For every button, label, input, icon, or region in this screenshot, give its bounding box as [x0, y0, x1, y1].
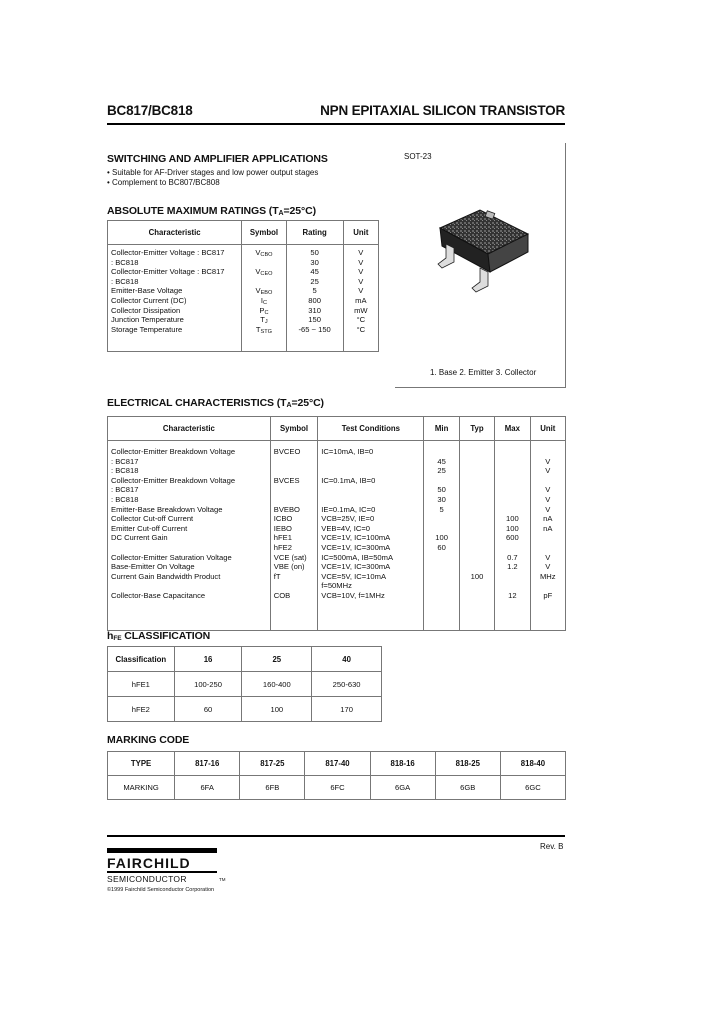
rating-line: 45: [310, 267, 319, 277]
table-row: [108, 672, 382, 697]
abs-max-symbols: [242, 245, 286, 352]
col-header-characteristic: Characteristic: [108, 417, 271, 441]
package-label: SOT-23: [404, 152, 432, 161]
rating-line: -65 ~ 150: [298, 324, 331, 334]
hfe-row-label: [108, 672, 175, 697]
hfe-cell: 100-250: [174, 672, 242, 697]
characteristic-line: Collector-Emitter Voltage : BC817: [111, 267, 225, 277]
unit-line: V: [545, 504, 551, 514]
applications-title: SWITCHING AND AMPLIFIER APPLICATIONS: [107, 153, 328, 165]
min-line: [427, 524, 455, 534]
max-line: 100: [506, 514, 519, 524]
hfe-cell: 60: [174, 697, 242, 722]
max-line: 0.7: [507, 552, 518, 562]
max-line: 100: [506, 523, 519, 533]
abs-max-title-tail: =25°C): [283, 205, 316, 217]
elec-max: [495, 441, 530, 631]
unit-line: [534, 447, 562, 457]
col-header-unit: Unit: [343, 221, 378, 245]
marking-row-label: MARKING: [108, 776, 175, 800]
symbol-line: [274, 495, 315, 505]
condition-line: IC=0.1mA, IB=0: [321, 475, 376, 485]
unit-line: nA: [543, 514, 553, 524]
characteristic-line: : BC817: [111, 485, 139, 495]
condition-line: IC=10mA, IB=0: [321, 447, 374, 456]
unit-line: MHz: [539, 571, 556, 581]
marking-header: TYPE: [108, 752, 175, 776]
rating-line: 150: [308, 315, 321, 325]
abs-max-characteristics: [108, 245, 242, 352]
unit-line: mA: [355, 295, 367, 305]
elec-conditions: [318, 441, 424, 631]
max-line: 12: [508, 590, 517, 600]
rating-line: 30: [310, 257, 319, 267]
symbol-line: [274, 485, 315, 495]
condition-line: [321, 457, 420, 467]
unit-line: °C: [356, 324, 366, 334]
hfe-title-h: h: [107, 630, 114, 642]
header-rule: [107, 123, 565, 125]
logo-trademark: TM: [219, 877, 226, 882]
condition-line: IC=500mA, IB=50mA: [321, 552, 394, 562]
min-line: [427, 591, 455, 601]
condition-line: [321, 466, 420, 476]
characteristic-line: Emitter-Base Voltage: [111, 286, 183, 296]
condition-line: VCE=1V, IC=100mA: [321, 533, 391, 543]
max-line: [498, 466, 526, 476]
typ-line: [463, 543, 491, 553]
pin-configuration: 1. Base 2. Emitter 3. Collector: [430, 368, 537, 377]
application-bullet: • Complement to BC807/BC808: [107, 178, 220, 187]
hfe-title-text: CLASSIFICATION: [121, 630, 211, 642]
condition-line: f=50MHz: [321, 581, 352, 591]
characteristic-line: Collector Cut-off Current: [111, 514, 194, 524]
condition-line: VCE=5V, IC=10mA: [321, 571, 387, 581]
hfe-table: [107, 646, 382, 722]
typ-line: [463, 505, 491, 515]
min-line: 50: [437, 485, 446, 495]
typ-line: [463, 524, 491, 534]
max-line: [498, 572, 526, 582]
logo-underline: [107, 871, 217, 873]
symbol-line: hFE1: [273, 533, 292, 543]
typ-line: [463, 591, 491, 601]
characteristic-line: [111, 581, 267, 591]
min-line: [427, 447, 455, 457]
elec-table: [107, 416, 566, 631]
hfe-row-label: [108, 697, 175, 722]
characteristic-line: : BC817: [111, 456, 139, 466]
revision: Rev. B: [540, 842, 564, 851]
elec-characteristics: [108, 441, 271, 631]
marking-header: 817-16: [175, 752, 240, 776]
copyright: ©1999 Fairchild Semiconductor Corporation: [107, 887, 215, 893]
elec-title-sub: A: [286, 402, 292, 409]
characteristic-line: [111, 543, 267, 553]
col-header-typ: Typ: [459, 417, 494, 441]
min-line: 100: [435, 533, 448, 543]
abs-max-title: [107, 205, 316, 217]
max-line: [498, 581, 526, 591]
unit-line: V: [545, 494, 551, 504]
elec-title-text: ELECTRICAL CHARACTERISTICS (T: [107, 397, 287, 409]
logo-fairchild: FAIRCHILD: [107, 855, 191, 871]
min-line: [427, 553, 455, 563]
col-header-symbol: Symbol: [242, 221, 286, 245]
marking-code: 6GA: [370, 776, 435, 800]
col-header-symbol: Symbol: [270, 417, 318, 441]
hfe-header-classification: Classification: [108, 647, 175, 672]
symbol-line: TJ: [260, 315, 268, 326]
min-line: 30: [437, 494, 446, 504]
min-line: [427, 581, 455, 591]
unit-line: V: [358, 257, 364, 267]
characteristic-line: Collector-Emitter Saturation Voltage: [111, 552, 232, 562]
unit-line: [534, 533, 562, 543]
typ-line: [463, 457, 491, 467]
marking-code: 6GB: [435, 776, 500, 800]
hfe2-label: hFE2: [131, 704, 150, 714]
elec-symbols: [270, 441, 318, 631]
unit-line: V: [545, 552, 551, 562]
symbol-line: PC: [259, 305, 269, 316]
marking-code: 6GC: [500, 776, 565, 800]
typ-line: [463, 553, 491, 563]
symbol-line: BVCEO: [273, 447, 301, 456]
min-line: 25: [437, 466, 446, 476]
symbol-line: VEBO: [255, 286, 273, 297]
characteristic-line: Emitter Cut-off Current: [111, 523, 188, 533]
symbol-line: fT: [273, 571, 281, 581]
typ-line: [463, 485, 491, 495]
unit-line: [534, 581, 562, 591]
characteristic-line: Collector Dissipation: [111, 305, 181, 315]
max-line: [498, 495, 526, 505]
min-line: [427, 562, 455, 572]
typ-line: [463, 476, 491, 486]
symbol-line: hFE2: [273, 542, 292, 552]
characteristic-line: Emitter-Base Breakdown Voltage: [111, 504, 223, 514]
symbol-line: VCBO: [255, 248, 273, 258]
hfe-title-sub: FE: [113, 635, 122, 642]
min-line: [427, 572, 455, 582]
characteristic-line: Collector-Emitter Voltage : BC817: [111, 248, 225, 257]
abs-max-title-text: ABSOLUTE MAXIMUM RATINGS (T: [107, 205, 279, 217]
symbol-line: [274, 466, 315, 476]
condition-line: [321, 495, 420, 505]
rating-line: 310: [308, 305, 321, 315]
symbol-line: IC: [260, 295, 268, 306]
hfe1-label: hFE1: [131, 679, 150, 689]
typ-line: [463, 581, 491, 591]
typ-line: [463, 562, 491, 572]
marking-code: 6FC: [305, 776, 370, 800]
characteristic-line: Junction Temperature: [111, 315, 184, 325]
characteristic-line: Collector-Emitter Breakdown Voltage: [111, 447, 236, 456]
min-line: [427, 476, 455, 486]
unit-line: [534, 543, 562, 553]
characteristic-line: : BC818: [111, 257, 139, 267]
characteristic-line: Collector-Emitter Breakdown Voltage: [111, 475, 236, 485]
unit-line: mW: [354, 305, 368, 315]
symbol-line: ICBO: [273, 514, 293, 524]
marking-header: 818-16: [370, 752, 435, 776]
symbol-line: IEBO: [273, 523, 292, 533]
symbol-line: TSTG: [255, 324, 272, 335]
document-title: NPN EPITAXIAL SILICON TRANSISTOR: [320, 103, 565, 118]
unit-line: V: [545, 562, 551, 572]
col-header-min: Min: [424, 417, 459, 441]
symbol-line: [245, 258, 282, 268]
abs-max-units: [343, 245, 378, 352]
marking-code: 6FA: [175, 776, 240, 800]
typ-line: [463, 514, 491, 524]
hfe-title: [107, 630, 210, 642]
hfe-header-25: 25: [242, 647, 312, 672]
symbol-line: VBE (on): [273, 562, 305, 572]
abs-max-ratings: [286, 245, 343, 352]
min-line: 45: [437, 456, 446, 466]
max-line: [498, 447, 526, 457]
hfe-cell: 250-630: [312, 672, 382, 697]
condition-line: VCE=1V, IC=300mA: [321, 562, 391, 572]
symbol-line: [274, 457, 315, 467]
logo-semiconductor: SEMICONDUCTOR: [107, 874, 187, 884]
applications-list: [107, 168, 318, 188]
characteristic-line: Base-Emitter On Voltage: [111, 562, 195, 572]
characteristic-line: : BC818: [111, 466, 139, 476]
rating-line: 50: [310, 248, 319, 257]
unit-line: V: [358, 276, 364, 286]
hfe-cell: 170: [312, 697, 382, 722]
col-header-unit: Unit: [530, 417, 565, 441]
marking-header: 818-40: [500, 752, 565, 776]
logo-bar: [107, 848, 217, 853]
footer-rule: [107, 835, 565, 837]
unit-line: V: [358, 248, 364, 257]
sot23-package-image: [428, 198, 538, 298]
hfe-cell: 160-400: [242, 672, 312, 697]
col-header-rating: Rating: [286, 221, 343, 245]
hfe-header-40: 40: [312, 647, 382, 672]
marking-header: 817-40: [305, 752, 370, 776]
characteristic-line: DC Current Gain: [111, 533, 168, 543]
typ-line: [463, 495, 491, 505]
col-header-test-conditions: Test Conditions: [318, 417, 424, 441]
abs-max-table: [107, 220, 379, 352]
symbol-line: VCE (sat): [273, 552, 307, 562]
marking-title: MARKING CODE: [107, 734, 190, 746]
symbol-line: BVEBO: [273, 504, 300, 514]
elec-title-tail: =25°C): [291, 397, 324, 409]
characteristic-line: Current Gain Bandwidth Product: [111, 571, 221, 581]
marking-header: 818-25: [435, 752, 500, 776]
unit-line: V: [545, 456, 551, 466]
characteristic-line: : BC818: [111, 276, 139, 286]
condition-line: VCE=1V, IC=300mA: [321, 542, 391, 552]
max-line: [498, 505, 526, 515]
application-bullet: • Suitable for AF-Driver stages and low power output stages: [107, 168, 319, 177]
rating-line: 800: [308, 295, 321, 305]
symbol-line: VCEO: [255, 267, 273, 278]
characteristic-line: Collector Current (DC): [111, 295, 187, 305]
symbol-line: BVCES: [273, 475, 300, 485]
min-line: 60: [437, 542, 446, 552]
marking-table: [107, 751, 566, 800]
typ-line: [463, 466, 491, 476]
symbol-line: COB: [273, 590, 291, 600]
max-line: [498, 485, 526, 495]
unit-line: °C: [356, 315, 366, 325]
unit-line: nA: [543, 523, 553, 533]
col-header-characteristic: Characteristic: [108, 221, 242, 245]
abs-max-title-sub: A: [278, 210, 284, 217]
unit-line: V: [358, 267, 364, 277]
part-number: BC817/BC818: [107, 103, 193, 118]
typ-line: 100: [470, 571, 484, 581]
rating-line: 5: [312, 286, 317, 296]
condition-line: IE=0.1mA, IC=0: [321, 504, 376, 514]
max-line: 600: [506, 533, 519, 543]
elec-unit: [530, 441, 565, 631]
table-row: [108, 697, 382, 722]
elec-title: [107, 397, 324, 409]
symbol-line: [245, 277, 282, 287]
characteristic-line: Collector-Base Capacitance: [111, 590, 206, 600]
characteristic-line: Storage Temperature: [111, 324, 183, 334]
unit-line: [534, 476, 562, 486]
hfe-header-16: 16: [174, 647, 242, 672]
symbol-line: [274, 581, 315, 591]
elec-typ: [459, 441, 494, 631]
unit-line: V: [358, 286, 364, 296]
max-line: [498, 543, 526, 553]
elec-min: [424, 441, 459, 631]
condition-line: VCB=25V, IE=0: [321, 514, 375, 524]
col-header-max: Max: [495, 417, 530, 441]
condition-line: VCB=10V, f=1MHz: [321, 590, 385, 600]
min-line: 5: [439, 504, 444, 514]
rating-line: 25: [310, 276, 319, 286]
min-line: [427, 514, 455, 524]
max-line: [498, 476, 526, 486]
characteristic-line: : BC818: [111, 494, 139, 504]
unit-line: V: [545, 485, 551, 495]
unit-line: V: [545, 466, 551, 476]
typ-line: [463, 447, 491, 457]
marking-header: 817-25: [240, 752, 305, 776]
unit-line: pF: [543, 590, 553, 600]
hfe-cell: 100: [242, 697, 312, 722]
condition-line: VEB=4V, IC=0: [321, 523, 370, 533]
condition-line: [321, 485, 420, 495]
typ-line: [463, 533, 491, 543]
marking-code: 6FB: [240, 776, 305, 800]
max-line: [498, 457, 526, 467]
max-line: 1.2: [507, 562, 518, 572]
